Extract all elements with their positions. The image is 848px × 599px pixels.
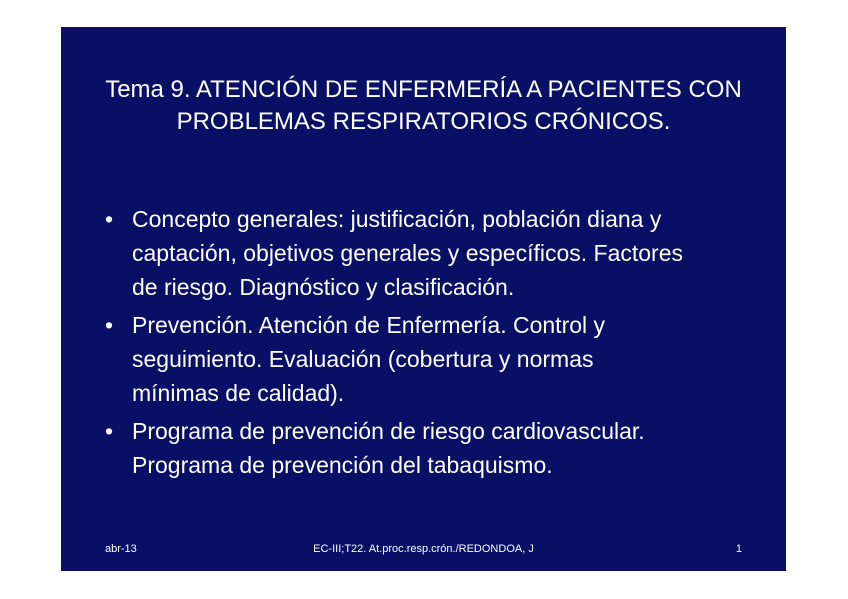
bullet-text-line: captación, objetivos generales y específicos. Factores bbox=[132, 240, 684, 266]
bullet-marker: • bbox=[105, 418, 114, 444]
bullet-list bbox=[101, 202, 752, 486]
footer-course-reference: EC-III;T22. At.proc.resp.crón./REDONDOA, J bbox=[313, 543, 534, 555]
bullet-text-line: de riesgo. Diagnóstico y clasificación. bbox=[132, 274, 515, 300]
bullet-text-line: Concepto generales: justificación, población diana y bbox=[132, 206, 662, 232]
bullet-item-prevention bbox=[101, 308, 752, 410]
slide-title bbox=[91, 74, 756, 138]
footer-date: abr-13 bbox=[105, 543, 137, 555]
bullet-text-line: mínimas de calidad). bbox=[132, 380, 345, 406]
bullet-text-line: seguimiento. Evaluación (cobertura y normas bbox=[132, 346, 594, 372]
bullet-item-programs bbox=[101, 414, 752, 482]
bullet-text-line: Programa de prevención del tabaquismo. bbox=[132, 452, 553, 478]
bullet-text-line: Programa de prevención de riesgo cardiovascular. bbox=[132, 418, 645, 444]
slide-title-line-2: PROBLEMAS RESPIRATORIOS CRÓNICOS. bbox=[176, 108, 671, 135]
footer-page-number: 1 bbox=[735, 543, 742, 555]
bullet-text-line: Prevención. Atención de Enfermería. Control y bbox=[132, 312, 606, 338]
slide-title-line-1: Tema 9. ATENCIÓN DE ENFERMERÍA A PACIENTES CON bbox=[105, 76, 742, 103]
slide bbox=[61, 27, 786, 571]
bullet-marker: • bbox=[105, 206, 114, 232]
bullet-marker: • bbox=[105, 312, 114, 338]
bullet-item-concepts bbox=[101, 202, 752, 304]
